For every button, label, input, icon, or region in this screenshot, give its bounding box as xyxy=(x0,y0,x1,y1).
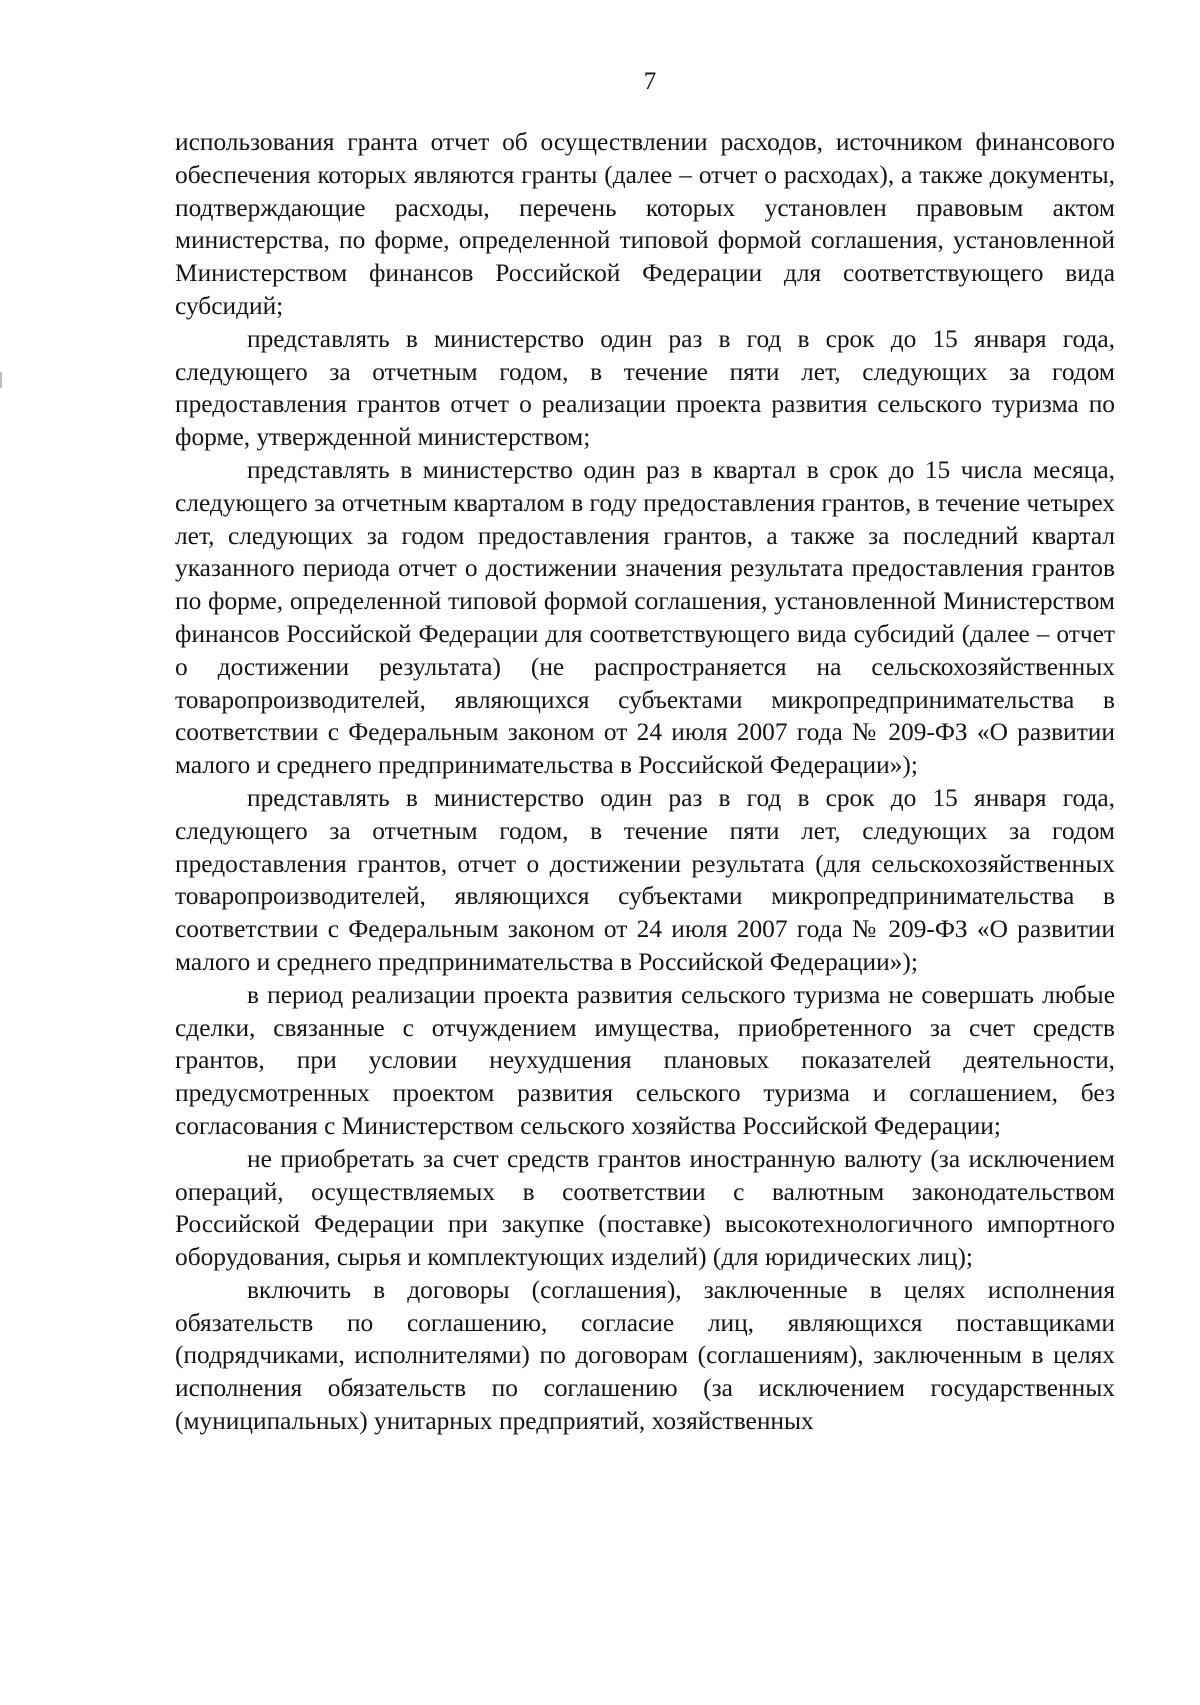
scan-margin-mark xyxy=(0,372,2,388)
paragraph-annual-result-report: представлять в министерство один раз в год в срок до 15 января года, следующего за отчетным годом, в течение пяти лет, следующих за годом предоставления грантов, отчет о достижении результата (для сельскохозяйственных товаропроизводителей, являющихся субъектами микропредпринимательства в соответствии с Федеральным законом от 24 июля 2007 года № 209-ФЗ «О развитии малого и среднего предпринимательства в Российской Федерации»); xyxy=(175,783,1115,976)
document-body xyxy=(175,126,1115,1438)
paragraph-contract-consent: включить в договоры (соглашения), заключенные в целях исполнения обязательств по соглашению, согласие лиц, являющихся поставщиками (подрядчиками, исполнителями) по договорам (соглашениям), заключенным в целях исполнения обязательств по соглашению (за исключением государственных (муниципальных) унитарных предприятий, хозяйственных xyxy=(175,1275,1115,1436)
paragraph-continuation: использования гранта отчет об осуществлении расходов, источником финансового обеспечения которых являются гранты (далее – отчет о расходах), а также документы, подтверждающие расходы, перечень которых установлен правовым актом министерства, по форме, определенной типовой формой соглашения, установленной Министерством финансов Российской Федерации для соответствующего вида субсидий; xyxy=(175,128,1115,320)
paragraph-annual-tourism-report: представлять в министерство один раз в год в срок до 15 января года, следующего за отчетным годом, в течение пяти лет, следующих за годом предоставления грантов отчет о реализации проекта развития сельского туризма по форме, утвержденной министерством; xyxy=(175,324,1115,452)
paragraph-no-alienation-deals: в период реализации проекта развития сельского туризма не совершать любые сделки, связанные с отчуждением имущества, приобретенного за счет средств грантов, при условии неухудшения плановых показателей деятельности, предусмотренных проектом развития сельского туризма и соглашением, без согласования с Министерством сельского хозяйства Российской Федерации; xyxy=(175,980,1115,1140)
paragraph-no-foreign-currency: не приобретать за счет средств грантов иностранную валюту (за исключением операций, осуществляемых в соответствии с валютным законодательством Российской Федерации при закупке (поставке) высокотехнологичного импортного оборудования, сырья и комплектующих изделий) (для юридических лиц); xyxy=(175,1144,1115,1272)
page-number: 7 xyxy=(643,68,657,95)
paragraph-quarterly-result-report: представлять в министерство один раз в квартал в срок до 15 числа месяца, следующего за отчетным кварталом в году предоставления грантов, в течение четырех лет, следующих за годом предоставления грантов, а также за последний квартал указанного периода отчет о достижении значения результата предоставления грантов по форме, определенной типовой формой соглашения, установленной Министерством финансов Российской Федерации для соответствующего вида субсидий (далее – отчет о достижении результата) (не распространяется на сельскохозяйственных товаропроизводителей, являющихся субъектами микропредпринимательства в соответствии с Федеральным законом от 24 июля 2007 года № 209-ФЗ «О развитии малого и среднего предпринимательства в Российской Федерации»); xyxy=(175,455,1115,780)
